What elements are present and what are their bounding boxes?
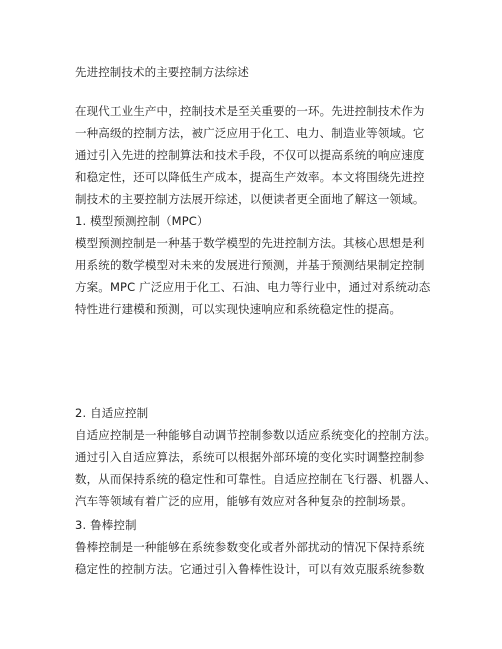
section-robust xyxy=(75,514,475,580)
intro-line: 一种高级的控制方法，被广泛应用于化工、电力、制造业等领域。它 xyxy=(75,126,425,140)
intro-line: 通过引入先进的控制算法和技术手段，不仅可以提高系统的响应速度 xyxy=(75,148,425,162)
section-line: 模型预测控制是一种基于数学模型的先进控制方法。其核心思想是利 xyxy=(75,236,425,250)
section-line: 自适应控制是一种能够自动调节控制参数以适应系统变化的控制方法。 xyxy=(75,428,437,442)
section-line: 鲁棒控制是一种能够在系统参数变化或者外部扰动的情况下保持系统 xyxy=(75,540,425,554)
intro-line: 在现代工业生产中，控制技术是至关重要的一环。先进控制技术作为 xyxy=(75,104,425,118)
section-line: 用系统的数学模型对未来的发展进行预测，并基于预测结果制定控制 xyxy=(75,258,425,272)
section-line: 方案。MPC 广泛应用于化工、石油、电力等行业中，通过对系统动态 xyxy=(75,280,431,294)
section-adaptive xyxy=(75,402,475,512)
section-line: 稳定性的控制方法。它通过引入鲁棒性设计，可以有效克服系统参数 xyxy=(75,562,425,576)
section-heading: 3. 鲁棒控制 xyxy=(75,518,137,532)
intro-line: 和稳定性，还可以降低生产成本，提高生产效率。本文将围绕先进控 xyxy=(75,170,425,184)
section-mpc xyxy=(75,210,475,320)
section-line: 特性进行建模和预测，可以实现快速响应和系统稳定性的提高。 xyxy=(75,302,402,316)
section-heading: 1. 模型预测控制（MPC） xyxy=(75,214,209,228)
section-line: 汽车等领域有着广泛的应用，能够有效应对各种复杂的控制场景。 xyxy=(75,494,413,508)
section-line: 数，从而保持系统的稳定性和可靠性。自适应控制在飞行器、机器人、 xyxy=(75,472,437,486)
intro-line: 制技术的主要控制方法展开综述，以便读者更全面地了解这一领域。 xyxy=(75,192,425,206)
section-line: 通过引入自适应算法，系统可以根据外部环境的变化实时调整控制参 xyxy=(75,450,425,464)
intro-paragraph xyxy=(75,100,475,210)
section-heading: 2. 自适应控制 xyxy=(75,406,149,420)
document-title: 先进控制技术的主要控制方法综述 xyxy=(75,65,249,79)
